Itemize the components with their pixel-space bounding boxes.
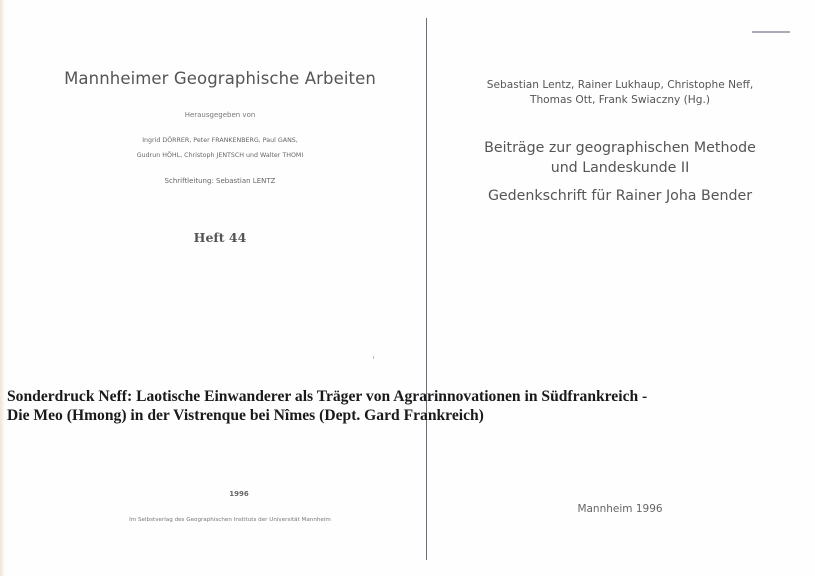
editors-line-2: Gudrun HÖHL, Christoph JENTSCH und Walter THOMI	[136, 152, 304, 159]
place-and-year: Mannheim 1996	[577, 503, 663, 515]
book-title-line-2: und Landeskunde II	[550, 160, 690, 176]
series-title: Mannheimer Geographische Arbeiten	[64, 69, 376, 88]
offprint-caption	[7, 387, 647, 425]
page-edge-shadow	[0, 0, 5, 576]
managing-editor: Schriftleitung: Sebastian LENTZ	[164, 177, 276, 185]
issue-number: Heft 44	[193, 230, 247, 245]
book-spine-divider	[426, 18, 427, 560]
publication-year: 1996	[229, 490, 249, 498]
scan-speck	[373, 356, 374, 359]
editors-line-1: Ingrid DÖRRER, Peter FRANKENBERG, Paul GANS,	[142, 137, 298, 144]
book-title-line-1: Beiträge zur geographischen Methode	[484, 140, 756, 156]
edited-by-label: Herausgegeben von	[184, 111, 256, 119]
authors-line-2: Thomas Ott, Frank Swiaczny (Hg.)	[529, 94, 711, 106]
book-subtitle: Gedenkschrift für Rainer Joha Bender	[487, 188, 753, 204]
authors-line-1: Sebastian Lentz, Rainer Lukhaup, Christophe Neff,	[486, 79, 754, 91]
publisher-line: Im Selbstverlag des Geographischen Instituts der Universität Mannheim	[129, 517, 331, 523]
offprint-line-2: Die Meo (Hmong) in der Vistrenque bei Nîmes (Dept. Gard Frankreich)	[7, 407, 484, 424]
offprint-line-1: Sonderdruck Neff: Laotische Einwanderer als Träger von Agrarinnovationen in Südfrankreich -	[7, 388, 648, 405]
corner-dash-mark	[752, 31, 790, 33]
